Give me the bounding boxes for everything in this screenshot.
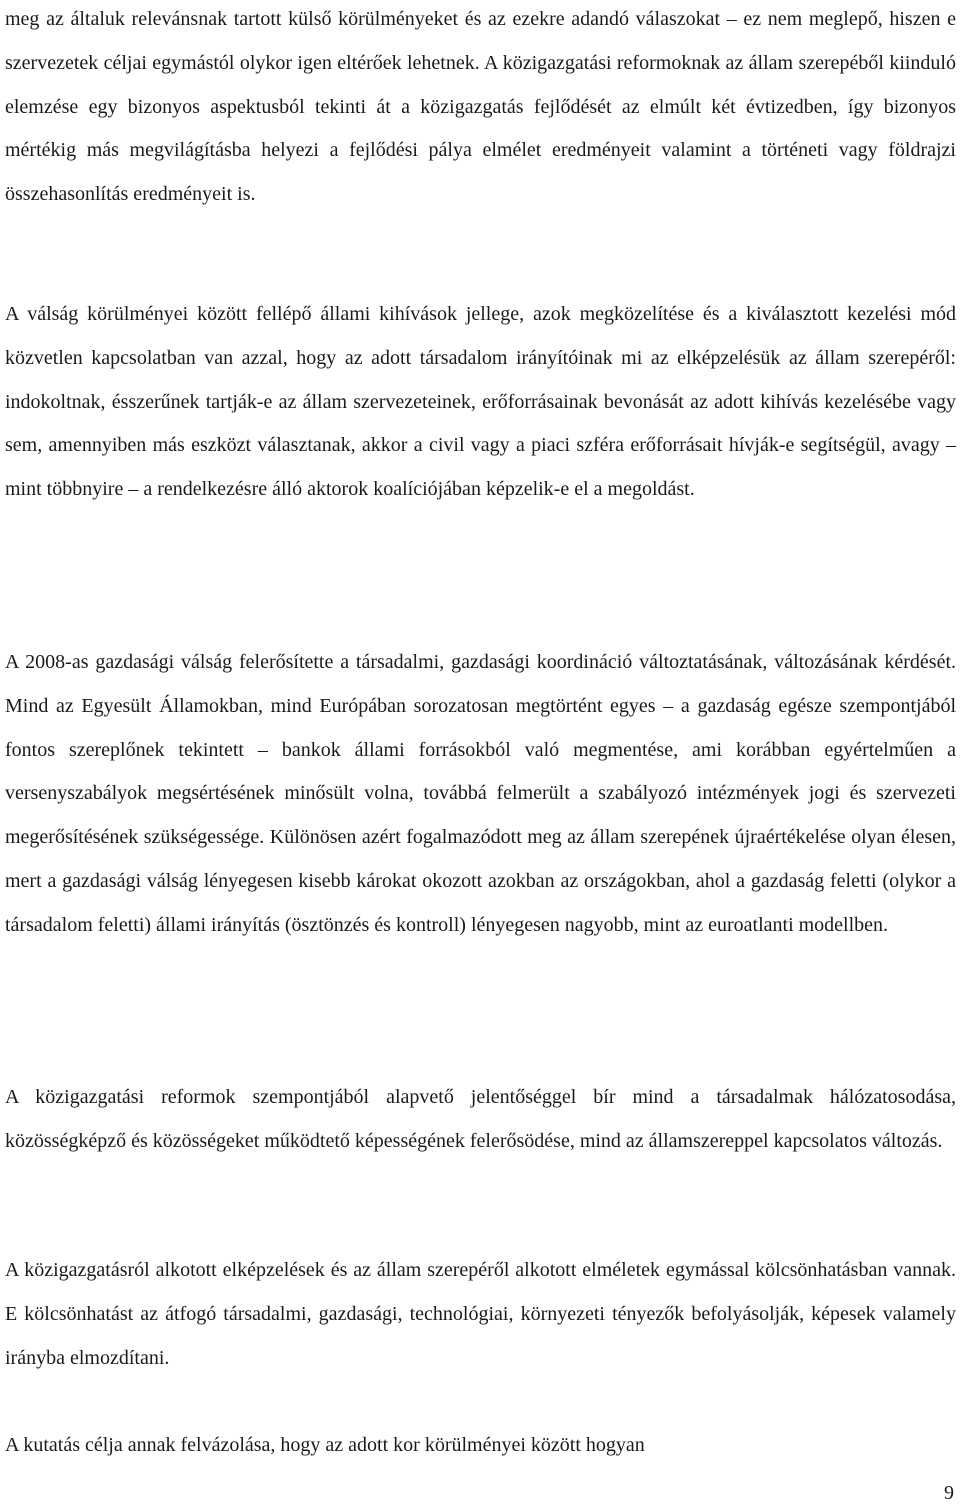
paragraph-6: A kutatás célja annak felvázolása, hogy az adott kor körülményei között hogyan [5,1434,645,1456]
paragraph-4: A közigazgatási reformok szempontjából alapvető jelentőséggel bír mind a társadalmak hálózatosodása, közösségképző és közösségeket működtető képességének felerősödése, mind az államszereppel kapcsolatos változás. [5,1086,956,1152]
page-number: 9 [944,1482,954,1504]
paragraph-5: A közigazgatásról alkotott elképzelések és az állam szerepéről alkotott elméletek egymással kölcsönhatásban vannak. E kölcsönhatást az átfogó társadalmi, gazdasági, technológiai, környezeti tényezők befolyásolják, képesek valamely irányba elmozdítani. [5,1259,956,1369]
paragraph-3: A 2008-as gazdasági válság felerősítette a társadalmi, gazdasági koordináció változtatásának, változásának kérdését. Mind az Egyesült Államokban, mind Európában sorozatosan megtörtént egyes – a gazdaság egésze szempontjából fontos szereplőnek tekintett – bankok állami forrásokból való megmentése, ami korábban egyértelműen a versenyszabályok megsértésének minősült volna, továbbá felmerült a szabályozó intézmények jogi és szervezeti megerősítésének szükségessége. Különösen azért fogalmazódott meg az állam szerepének újraértékelése olyan élesen, mert a gazdasági válság lényegesen kisebb károkat okozott azokban az országokban, ahol a gazdaság feletti (olykor a társadalom feletti) állami irányítás (ösztönzés és kontroll) lényegesen nagyobb, mint az euroatlanti modellben. [5,651,956,936]
paragraph-2: A válság körülményei között fellépő állami kihívások jellege, azok megközelítése és a kiválasztott kezelési mód közvetlen kapcsolatban van azzal, hogy az adott társadalom irányítóinak mi az elképzelésük az állam szerepéről: indokoltnak, ésszerűnek tartják-e az állam szervezeteinek, erőforrásainak bevonását az adott kihívás kezelésébe vagy sem, amennyiben más eszközt választanak, akkor a civil vagy a piaci szféra erőforrásait hívják-e segítségül, avagy – mint többnyire – a rendelkezésre álló aktorok koalíciójában képzelik-e el a megoldást. [5,303,956,501]
paragraph-1: meg az általuk relevánsnak tartott külső körülményeket és az ezekre adandó válaszokat – ez nem meglepő, hiszen e szervezetek céljai egymástól olykor igen eltérőek lehetnek. A közigazgatási reformoknak az állam szerepéből kiinduló elemzése egy bizonyos aspektusból tekinti át a közigazgatás fejlődését az elmúlt két évtizedben, így bizonyos mértékig más megvilágításba helyezi a fejlődési pálya elmélet eredményeit valamint a történeti vagy földrajzi összehasonlítás eredményeit is. [5,8,956,206]
